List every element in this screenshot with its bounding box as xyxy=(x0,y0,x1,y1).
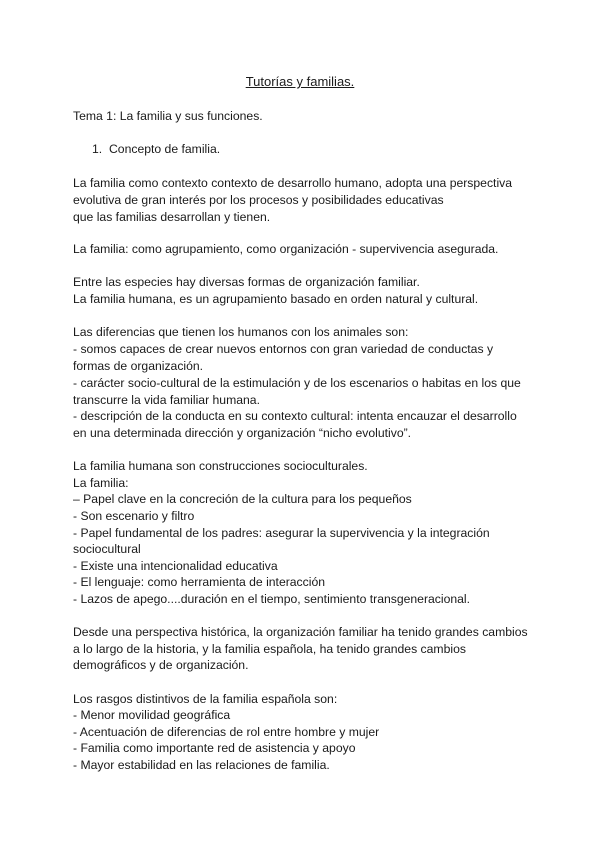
paragraph-line: - Existe una intencionalidad educativa xyxy=(73,559,278,573)
paragraph-line: - Papel fundamental de los padres: asegurar la supervivencia y la integración xyxy=(73,526,490,540)
paragraph-line: sociocultural xyxy=(73,542,141,556)
paragraph-line: Desde una perspectiva histórica, la organización familiar ha tenido grandes cambios xyxy=(73,625,528,639)
paragraph-line: - Mayor estabilidad en las relaciones de familia. xyxy=(73,758,330,772)
paragraph-line: - Acentuación de diferencias de rol entre hombre y mujer xyxy=(73,725,380,739)
paragraph-line: - Menor movilidad geográfica xyxy=(73,708,231,722)
paragraph-line: - El lenguaje: como herramienta de interacción xyxy=(73,575,326,589)
paragraph-line: La familia: como agrupamiento, como organización - supervivencia asegurada. xyxy=(73,242,499,256)
paragraph-line: - somos capaces de crear nuevos entornos con gran variedad de conductas y xyxy=(73,342,494,356)
paragraph-line: a lo largo de la historia, y la familia española, ha tenido grandes cambios xyxy=(73,642,466,656)
topic-heading: Tema 1: La familia y sus funciones. xyxy=(73,109,263,123)
numbered-list-item xyxy=(92,142,220,156)
paragraph-line: – Papel clave en la concreción de la cultura para los pequeños xyxy=(73,492,412,506)
paragraph-line: - Lazos de apego....duración en el tiempo, sentimiento transgeneracional. xyxy=(73,592,471,606)
paragraph-line: Las diferencias que tienen los humanos con los animales son: xyxy=(73,325,409,339)
paragraph-line: La familia humana, es un agrupamiento basado en orden natural y cultural. xyxy=(73,292,479,306)
paragraph-line: - Son escenario y filtro xyxy=(73,509,195,523)
document-title: Tutorías y familias. xyxy=(245,74,355,89)
paragraph-line: Los rasgos distintivos de la familia española son: xyxy=(73,692,338,706)
paragraph-line: La familia humana son construcciones socioculturales. xyxy=(73,459,368,473)
paragraph-line: demográficos y de organización. xyxy=(73,658,249,672)
paragraph-line: - carácter socio-cultural de la estimulación y de los escenarios o habitas en los que xyxy=(73,376,521,390)
paragraph-line: La familia como contexto contexto de desarrollo humano, adopta una perspectiva xyxy=(73,176,513,190)
paragraph-line: en una determinada dirección y organización “nicho evolutivo”. xyxy=(73,426,412,440)
paragraph-line: formas de organización. xyxy=(73,359,204,373)
paragraph-line: - descripción de la conducta en su contexto cultural: intenta encauzar el desarrollo xyxy=(73,409,517,423)
paragraph-line: evolutiva de gran interés por los procesos y posibilidades educativas xyxy=(73,193,444,207)
paragraph-line: La familia: xyxy=(73,476,129,490)
list-item-text: Concepto de familia. xyxy=(109,142,221,156)
paragraph-line: Entre las especies hay diversas formas de organización familiar. xyxy=(73,275,420,289)
paragraph-line: transcurre la vida familiar humana. xyxy=(73,393,260,407)
paragraph-line: que las familias desarrollan y tienen. xyxy=(73,210,271,224)
list-number: 1. xyxy=(92,142,103,156)
paragraph-line: - Familia como importante red de asistencia y apoyo xyxy=(73,741,356,755)
